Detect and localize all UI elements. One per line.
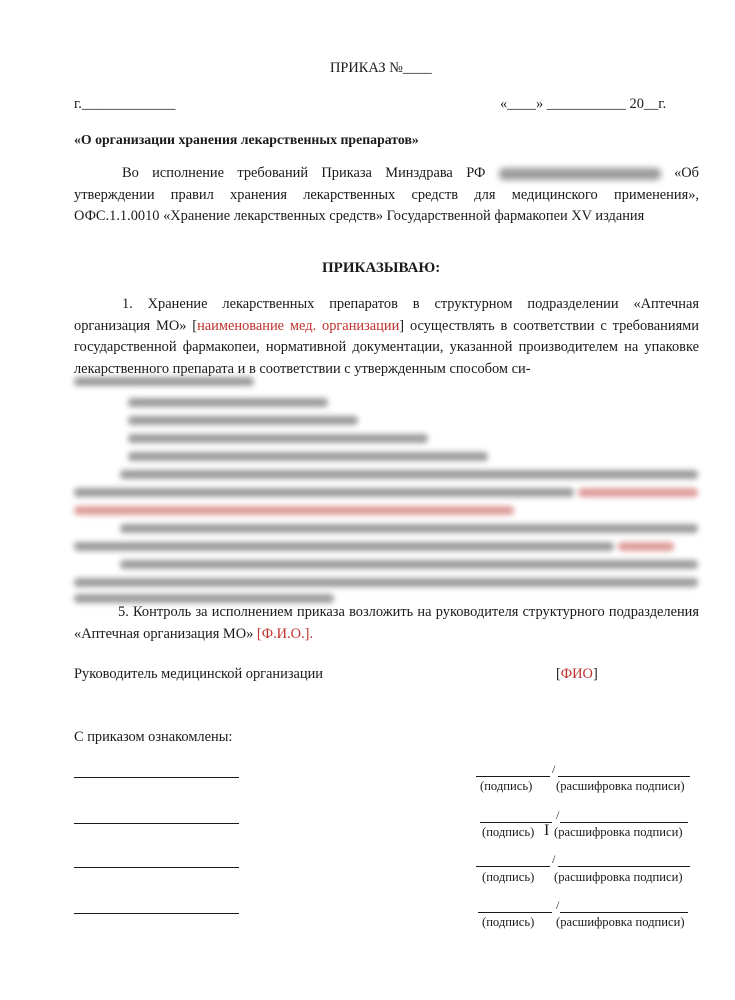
blurred-line: [120, 560, 698, 569]
decode-caption: (расшифровка подписи): [556, 915, 685, 929]
separator-slash: /: [552, 852, 556, 866]
blurred-line: [74, 578, 698, 587]
name-line: [74, 823, 239, 824]
blurred-line: [74, 542, 614, 551]
blurred-reference: [499, 168, 661, 180]
order-title: ПРИКАЗ №____: [330, 60, 432, 76]
item5-fio-placeholder: [Ф.И.О.].: [256, 625, 314, 642]
separator-slash: /: [552, 762, 556, 776]
item1-org-placeholder: наименование мед. организации: [197, 317, 400, 334]
decode-line: [558, 776, 690, 777]
blurred-line: [74, 377, 254, 386]
head-fio-close: ]: [592, 666, 598, 682]
head-signature-label: Руководитель медицинской организации: [74, 666, 324, 682]
item5-text: 5. Контроль за исполнением приказа возложить на руководителя структурного подразделения «Аптечная организация МО»: [74, 604, 699, 642]
signature-caption: (подпись): [482, 825, 535, 839]
signature-line: [478, 912, 552, 913]
order-subject: «О организации хранения лекарственных препаратов»: [74, 132, 419, 147]
head-fio-open: [: [556, 666, 561, 682]
intro-text-2: «Об утверждении правил хранения лекарственных средств для медицинского применения», ОФС.1.1.0010 «Хранение лекарственных средств» Государственной фармакопеи XV издания: [74, 165, 699, 224]
blurred-line-red: [74, 506, 514, 515]
signature-caption: (подпись): [482, 915, 535, 929]
order-heading: ПРИКАЗЫВАЮ:: [322, 260, 441, 276]
blurred-line: [128, 398, 328, 407]
separator-slash: /: [556, 808, 560, 822]
decode-caption: (расшифровка подписи): [556, 779, 685, 793]
blurred-line: [74, 488, 574, 497]
blurred-line: [128, 452, 488, 461]
head-fio-placeholder: ФИО: [560, 666, 593, 682]
decode-line: [558, 866, 690, 867]
signature-caption: (подпись): [480, 779, 533, 793]
separator-slash: /: [556, 898, 560, 912]
decode-line: [560, 822, 688, 823]
date-field: «____» ___________ 20__г.: [500, 96, 667, 112]
blurred-line-red: [618, 542, 674, 551]
head-fio: [556, 666, 598, 683]
intro-text-1: Во исполнение требований Приказа Минздрава РФ: [122, 165, 486, 181]
decode-caption: (расшифровка подписи): [554, 870, 683, 884]
city-field: г._____________: [74, 96, 176, 112]
signature-caption: (подпись): [482, 870, 535, 884]
signature-line: [480, 822, 552, 823]
item1-text-b: ] осуществлять в соответствии с требованиями государственной фармакопеи, нормативной документации, указанной производителем на упаковке лекарственного препарата и в соответствии с утвержденным способом си-: [74, 317, 699, 377]
decode-line: [560, 912, 688, 913]
name-line: [74, 777, 239, 778]
name-line: [74, 867, 239, 868]
item1-text-a: 1. Хранение лекарственных препаратов в структурном подразделении «Аптечная организация МО» [: [74, 296, 699, 334]
signature-line: [476, 776, 550, 777]
blurred-line: [120, 524, 698, 533]
name-line: [74, 913, 239, 914]
blurred-line: [128, 434, 428, 443]
blurred-line: [128, 416, 358, 425]
decode-caption: (расшифровка подписи): [554, 825, 683, 839]
order-item-1: [74, 294, 699, 380]
text-cursor-icon: I: [544, 822, 550, 839]
blurred-line-red: [578, 488, 698, 497]
acquainted-label: С приказом ознакомлены:: [74, 729, 233, 745]
signature-line: [476, 866, 550, 867]
intro-paragraph: [74, 163, 699, 228]
blurred-line: [120, 470, 698, 479]
order-item-5: [74, 602, 699, 645]
